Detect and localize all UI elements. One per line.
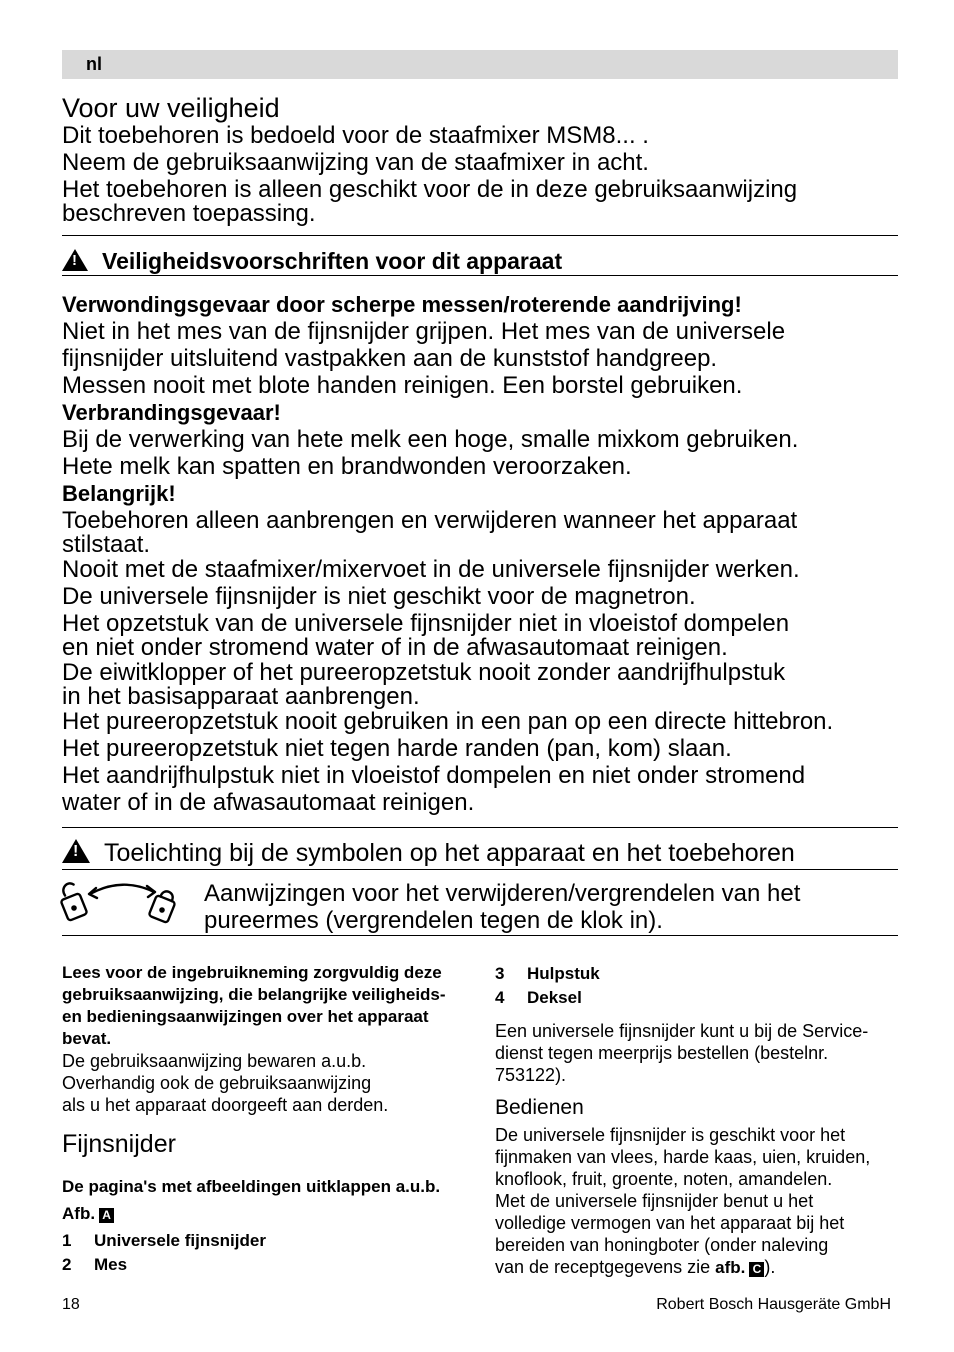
important-line: Het opzetstuk van de universele fijnsnijder niet in vloeistof dompelen [62, 610, 790, 637]
intro-line: Neem de gebruiksaanwijzing van de staafmixer in acht. [62, 149, 649, 176]
language-code: nl [86, 54, 102, 74]
figure-ref [62, 1203, 482, 1225]
safety-rules-title: Veiligheidsvoorschriften voor dit apparaat [102, 248, 563, 274]
read-line: De gebruiksaanwijzing bewaren a.u.b. [62, 1051, 367, 1071]
safety-rules-heading [62, 248, 562, 274]
operate-title: Bedienen [495, 1096, 584, 1119]
read-bold-line: Lees voor de ingebruikneming zorgvuldig deze [62, 963, 442, 982]
operate-line: Met de universele fijnsnijder benut u het [495, 1191, 814, 1211]
injury-line: Messen nooit met blote handen reinigen. Een borstel gebruiken. [62, 372, 743, 399]
parts-list [62, 1229, 482, 1277]
intro-line: Het toebehoren is alleen geschikt voor de in deze gebruiksaanwijzing [62, 176, 798, 203]
fold-out-note [62, 1176, 482, 1277]
divider [62, 869, 898, 870]
intro-line: beschreven toepassing. [62, 200, 316, 227]
important-line: en niet onder stromend water of in de afwasautomaat reinigen. [62, 634, 728, 661]
operate-line: knoflook, fruit, groente, noten, amandelen. [495, 1169, 833, 1189]
left-column [62, 962, 472, 1116]
page-number: 18 [62, 1296, 80, 1313]
read-line: Overhandig ook de gebruiksaanwijzing [62, 1073, 372, 1093]
important-line: in het basisapparaat aanbrengen. [62, 683, 420, 710]
service-line: Een universele fijnsnijder kunt u bij de Service- [495, 1021, 869, 1041]
injury-line: Niet in het mes van de fijnsnijder grijpen. Het mes van de universele [62, 318, 786, 345]
safety-title: Voor uw veiligheid [62, 93, 280, 123]
service-note [495, 1020, 905, 1086]
important-line: Het aandrijfhulpstuk niet in vloeistof dompelen en niet onder stromend [62, 762, 806, 789]
injury-block [62, 291, 902, 816]
item-label: Mes [94, 1255, 128, 1274]
divider [62, 275, 898, 276]
injury-title: Verwondingsgevaar door scherpe messen/roterende aandrijving! [62, 292, 742, 317]
injury-line: fijnsnijder uitsluitend vastpakken aan de kunststof handgreep. [62, 345, 718, 372]
operate-line: De universele fijnsnijder is geschikt voor het [495, 1125, 846, 1145]
operate-last-line [495, 1256, 905, 1279]
symbols-description [204, 880, 904, 934]
language-bar [62, 50, 898, 79]
operate-text [495, 1124, 905, 1279]
item-number: 4 [495, 988, 505, 1007]
service-line: dienst tegen meerprijs bestellen (bestelnr. [495, 1043, 829, 1063]
list-item [495, 986, 905, 1010]
fold-out-text: De pagina's met afbeeldingen uitklappen a.u.b. [62, 1177, 441, 1196]
recipe-ref-text: van de receptgegevens zie [495, 1257, 711, 1277]
important-line: water of in de afwasautomaat reinigen. [62, 789, 475, 816]
important-line: De eiwitklopper of het pureeropzetstuk nooit zonder aandrijfhulpstuk [62, 659, 786, 686]
read-bold-line: gebruiksaanwijzing, die belangrijke veiligheids- [62, 985, 446, 1004]
divider [62, 235, 898, 236]
read-bold-line: bevat. [62, 1029, 112, 1048]
item-label: Universele fijnsnijder [94, 1231, 266, 1250]
list-item [495, 962, 905, 986]
intro-line: Dit toebehoren is bedoeld voor de staafmixer MSM8... . [62, 122, 649, 149]
warning-icon [62, 249, 88, 271]
operate-line: fijnmaken van vlees, harde kaas, uien, kruiden, [495, 1147, 871, 1167]
important-title: Belangrijk! [62, 481, 176, 506]
item-number: 3 [495, 964, 505, 983]
divider [62, 935, 898, 936]
item-number: 1 [62, 1231, 72, 1250]
symbols-line: pureermes (vergrendelen tegen de klok in). [204, 907, 663, 934]
burn-line: Hete melk kan spatten en brandwonden veroorzaken. [62, 453, 632, 480]
symbols-heading [62, 839, 795, 867]
operate-line: volledige vermogen van het apparaat bij het [495, 1213, 845, 1233]
service-line: 753122). [495, 1065, 567, 1085]
important-line: Het pureeropzetstuk nooit gebruiken in een pan op een directe hittebron. [62, 708, 834, 735]
important-line: Nooit met de staafmixer/mixervoet in de universele fijnsnijder werken. [62, 556, 800, 583]
symbols-line: Aanwijzingen voor het verwijderen/vergrendelen van het [204, 880, 801, 907]
unlock-lock-arrow-icon [60, 876, 182, 926]
burn-title: Verbrandingsgevaar! [62, 400, 281, 425]
read-line: als u het apparaat doorgeeft aan derden. [62, 1095, 389, 1115]
company-name: Robert Bosch Hausgeräte GmbH [656, 1296, 891, 1313]
figure-letter: A [99, 1208, 114, 1223]
figure-label: Afb. [62, 1204, 96, 1223]
warning-icon [62, 839, 90, 863]
right-column [495, 962, 905, 1279]
divider [62, 827, 898, 828]
list-item [62, 1253, 482, 1277]
operate-line: bereiden van honingboter (onder naleving [495, 1235, 829, 1255]
recipe-figure-letter: C [749, 1262, 764, 1277]
symbols-title: Toelichting bij de symbolen op het apparaat en het toebehoren [104, 839, 795, 867]
recipe-figure-label: afb. [715, 1258, 746, 1277]
read-bold-line: en bedieningsaanwijzingen over het apparaat [62, 1007, 429, 1026]
item-number: 2 [62, 1255, 72, 1274]
safety-intro [62, 122, 902, 225]
important-line: stilstaat. [62, 531, 151, 558]
burn-line: Bij de verwerking van hete melk een hoge, smalle mixkom gebruiken. [62, 426, 799, 453]
important-line: De universele fijnsnijder is niet geschikt voor de magnetron. [62, 583, 696, 610]
important-line: Toebehoren alleen aanbrengen en verwijderen wanneer het apparaat [62, 507, 798, 534]
section-title-fijnsnijder: Fijnsnijder [62, 1130, 176, 1158]
recipe-ref-suffix: ). [764, 1257, 776, 1277]
item-label: Deksel [527, 988, 582, 1007]
list-item [62, 1229, 482, 1253]
item-label: Hulpstuk [527, 964, 600, 983]
important-line: Het pureeropzetstuk niet tegen harde randen (pan, kom) slaan. [62, 735, 732, 762]
